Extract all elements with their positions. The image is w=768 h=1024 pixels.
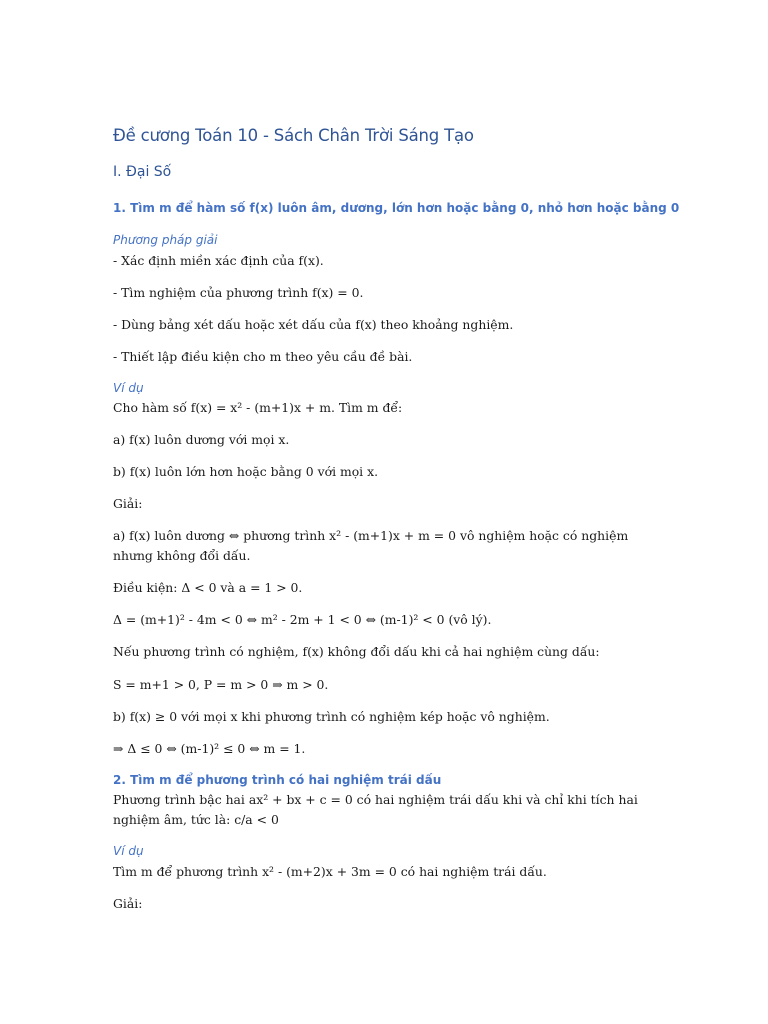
sum-product-line: S = m+1 > 0, P = m > 0 ⇒ m > 0. xyxy=(113,677,329,692)
page-title: Đề cương Toán 10 - Sách Chân Trời Sáng Tạo xyxy=(113,126,474,145)
solution-label: Giải: xyxy=(113,496,143,511)
example-prompt: Tìm m để phương trình x² - (m+2)x + 3m = 0 có hai nghiệm trái dấu. xyxy=(113,864,547,879)
example-part-b: b) f(x) luôn lớn hơn hoặc bằng 0 với mọi x. xyxy=(113,464,379,479)
result-b: ⇒ Δ ≤ 0 ⇔ (m-1)² ≤ 0 ⇔ m = 1. xyxy=(113,741,306,756)
topic1-heading: 1. Tìm m để hàm số f(x) luôn âm, dương, lớn hơn hoặc bằng 0, nhỏ hơn hoặc bằng 0 xyxy=(113,201,680,215)
method-step: - Thiết lập điều kiện cho m theo yêu cầu đề bài. xyxy=(113,349,413,364)
method-heading: Phương pháp giải xyxy=(113,233,218,247)
section-heading-algebra: I. Đại Số xyxy=(113,164,172,180)
condition-line: Điều kiện: Δ < 0 và a = 1 > 0. xyxy=(113,580,303,595)
example-part-a: a) f(x) luôn dương với mọi x. xyxy=(113,432,290,447)
example-heading: Ví dụ xyxy=(113,381,144,395)
method-step: - Dùng bảng xét dấu hoặc xét dấu của f(x) theo khoảng nghiệm. xyxy=(113,317,514,332)
solution-a: a) f(x) luôn dương ⇔ phương trình x² - (m+1)x + m = 0 vô nghiệm hoặc có nghiệm nhưng không đổi dấu. xyxy=(113,528,629,563)
topic2-text: Phương trình bậc hai ax² + bx + c = 0 có hai nghiệm trái dấu khi và chỉ khi tích hai nghiệm âm, tức là: c/a < 0 xyxy=(113,792,638,827)
method-step: - Xác định miền xác định của f(x). xyxy=(113,253,324,268)
solution-label: Giải: xyxy=(113,896,143,911)
example-prompt: Cho hàm số f(x) = x² - (m+1)x + m. Tìm m để: xyxy=(113,400,403,415)
example-heading: Ví dụ xyxy=(113,844,144,858)
solution-b: b) f(x) ≥ 0 với mọi x khi phương trình có nghiệm kép hoặc vô nghiệm. xyxy=(113,709,550,724)
topic2-heading: 2. Tìm m để phương trình có hai nghiệm trái dấu xyxy=(113,773,442,787)
delta-line: Δ = (m+1)² - 4m < 0 ⇔ m² - 2m + 1 < 0 ⇔ (m-1)² < 0 (vô lý). xyxy=(113,612,492,627)
method-step: - Tìm nghiệm của phương trình f(x) = 0. xyxy=(113,285,364,300)
roots-line: Nếu phương trình có nghiệm, f(x) không đổi dấu khi cả hai nghiệm cùng dấu: xyxy=(113,644,600,659)
